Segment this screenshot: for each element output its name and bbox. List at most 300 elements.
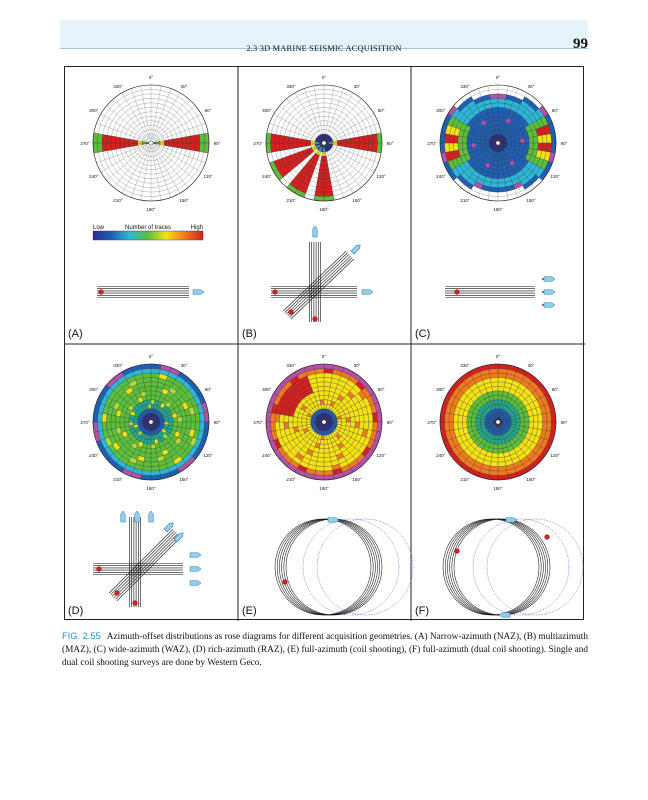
- rose-cell: [462, 416, 467, 422]
- rose-cell: [102, 143, 107, 152]
- rose-cell: [151, 440, 155, 445]
- rose-cell: [324, 382, 331, 387]
- rose-cell: [151, 470, 160, 475]
- azimuth-tick-label: 330°: [460, 362, 470, 368]
- rose-cell: [177, 138, 182, 143]
- source-marker: [283, 580, 288, 585]
- rose-cell: [270, 422, 275, 431]
- rose-cell: [498, 462, 506, 467]
- rose-cell: [342, 418, 347, 422]
- rose-cell: [297, 138, 302, 143]
- rose-cell: [324, 373, 333, 378]
- rose-cell: [284, 143, 289, 150]
- rose-cell: [142, 373, 151, 378]
- azimuth-tick-label: 330°: [286, 362, 296, 368]
- rose-cell: [498, 453, 504, 458]
- vessel-icon: [313, 226, 317, 237]
- rose-cell: [319, 448, 324, 453]
- rose-cell: [444, 413, 449, 422]
- azimuth-tick-label: 0°: [321, 75, 327, 80]
- geometry-naz: [97, 287, 204, 298]
- vessel-hull: [362, 290, 373, 294]
- streamer-line: [283, 251, 346, 311]
- rose-cell: [324, 165, 329, 170]
- azimuth-tick-label: 240°: [262, 453, 272, 458]
- azimuth-tick-label: 60°: [551, 387, 559, 392]
- vessel-icon: [544, 303, 555, 307]
- rose-cell: [324, 386, 330, 391]
- rose-cell: [195, 422, 200, 431]
- coil-path: [487, 519, 583, 615]
- rose-cell: [318, 386, 324, 391]
- rose-cell: [493, 448, 498, 453]
- rose-cell: [498, 391, 503, 396]
- azimuth-tick-label: 60°: [377, 387, 385, 392]
- rose-cell: [498, 440, 502, 445]
- rose-cell: [316, 183, 324, 188]
- rose-cell: [337, 140, 342, 143]
- rose-cell: [355, 416, 360, 422]
- rose-cell: [186, 143, 191, 150]
- rose-cell: [320, 400, 324, 405]
- rose-cell: [493, 169, 498, 174]
- streamer-line: [111, 531, 175, 595]
- rose-cell: [449, 134, 454, 143]
- source-marker: [455, 290, 460, 295]
- rose-cell: [169, 139, 174, 143]
- figure-graphics: [65, 67, 585, 621]
- rose-cell: [120, 143, 125, 148]
- azimuth-tick-label: 180°: [319, 486, 329, 491]
- source-marker: [273, 290, 278, 295]
- azimuth-tick-label: 240°: [436, 453, 446, 458]
- rose-cell: [538, 422, 543, 430]
- rose-cell: [319, 395, 324, 400]
- rose-cell: [106, 135, 111, 143]
- rose-cell: [151, 373, 160, 378]
- rose-cell: [279, 135, 284, 143]
- rose-cell: [151, 368, 160, 373]
- rose-cell: [458, 415, 463, 422]
- rose-cell: [115, 137, 120, 143]
- rose-cell: [111, 415, 116, 422]
- rose-cell: [316, 462, 324, 467]
- coil-streamer: [443, 519, 539, 615]
- rose-cell: [195, 143, 200, 152]
- colorbar-high-label: High: [190, 225, 203, 231]
- rose-cell: [498, 183, 506, 188]
- rose-cell: [493, 116, 498, 121]
- rose-cell: [182, 422, 187, 428]
- rose-cell: [476, 143, 481, 147]
- rose-cell: [106, 414, 111, 422]
- rose-cell: [516, 139, 521, 143]
- azimuth-tick-label: 60°: [204, 108, 212, 113]
- rose-cell: [324, 462, 332, 467]
- rose-cell: [489, 94, 498, 99]
- azimuth-tick-label: 150°: [526, 477, 536, 483]
- rose-cell: [293, 422, 298, 427]
- rose-cell: [143, 462, 151, 467]
- vessel-hull: [544, 290, 555, 294]
- rose-cell: [315, 470, 324, 475]
- rose-cell: [498, 103, 505, 108]
- rose-cell: [302, 139, 307, 143]
- azimuth-tick-label: 90°: [560, 420, 568, 425]
- rose-cell: [350, 138, 355, 143]
- rose-cell: [444, 422, 449, 431]
- coil-streamer: [445, 519, 541, 615]
- rose-cell: [120, 422, 125, 427]
- rose-cell: [191, 135, 196, 143]
- rose-cell: [306, 143, 311, 146]
- geometry-dual-coil: [443, 518, 583, 617]
- vessel-icon: [190, 567, 201, 571]
- vessel-icon: [121, 511, 125, 522]
- rose-cell: [115, 416, 120, 422]
- rose-cell: [471, 143, 476, 148]
- vessel-hull: [190, 581, 201, 585]
- azimuth-tick-label: 300°: [89, 108, 99, 113]
- rose-cell: [324, 377, 332, 382]
- vessel-icon: [193, 290, 204, 294]
- rose-cell: [319, 169, 324, 174]
- azimuth-tick-label: 30°: [180, 362, 188, 368]
- rose-cell: [302, 143, 307, 147]
- rose-cell: [462, 143, 467, 149]
- streamer-line: [288, 256, 351, 316]
- azimuth-tick-label: 30°: [180, 83, 188, 89]
- rose-cell: [144, 382, 151, 387]
- rose-cell: [138, 141, 143, 143]
- azimuth-tick-label: 300°: [89, 387, 99, 392]
- rose-cell: [444, 143, 449, 152]
- coil-path: [303, 519, 399, 615]
- rose-cell: [350, 417, 355, 422]
- rose-cell: [498, 98, 506, 103]
- azimuth-tick-label: 300°: [262, 108, 272, 113]
- azimuth-tick-label: 210°: [460, 477, 470, 483]
- rose-cell: [199, 143, 204, 152]
- vessel-hull: [190, 553, 201, 557]
- colorbar-bar: [93, 231, 203, 240]
- rose-cell: [106, 422, 111, 430]
- rose-cell: [467, 417, 472, 422]
- rose-cell: [279, 414, 284, 422]
- azimuth-tick-label: 0°: [321, 354, 327, 359]
- rose-cell: [111, 136, 116, 143]
- rose-cell: [458, 136, 463, 143]
- rose-cell: [270, 413, 275, 422]
- streamer-line: [112, 532, 176, 596]
- rose-cell: [324, 448, 329, 453]
- rose-cell: [142, 368, 151, 373]
- rose-cell: [364, 143, 369, 151]
- rose-cell: [490, 377, 498, 382]
- rose-cell: [529, 143, 534, 149]
- azimuth-tick-label: 60°: [377, 108, 385, 113]
- rose-cell: [520, 138, 525, 143]
- rose-center: [149, 141, 153, 145]
- rose-cell: [529, 137, 534, 143]
- azimuth-tick-label: 180°: [146, 207, 156, 212]
- figure: [64, 66, 584, 620]
- rose-cell: [467, 143, 472, 148]
- rose-cell: [516, 418, 521, 422]
- rose-cell: [199, 134, 204, 143]
- source-marker: [97, 567, 102, 572]
- rose-cell: [324, 191, 333, 196]
- rose-cell: [364, 135, 369, 143]
- rose-cell: [143, 377, 151, 382]
- azimuth-tick-label: 270°: [80, 141, 90, 146]
- rose-cell: [372, 413, 377, 422]
- rose-cell: [199, 422, 204, 431]
- rose-cell: [317, 382, 324, 387]
- azimuth-tick-label: 30°: [527, 362, 535, 368]
- azimuth-tick-label: 150°: [179, 198, 189, 204]
- rose-cell: [151, 462, 159, 467]
- source-marker: [99, 290, 104, 295]
- rose-cell: [498, 457, 505, 462]
- azimuth-tick-label: 120°: [203, 174, 213, 179]
- rose-cell: [498, 470, 507, 475]
- figure-caption: [62, 630, 588, 670]
- rose-cell: [151, 453, 157, 458]
- azimuth-tick-label: 150°: [352, 477, 362, 483]
- rose-cell: [494, 400, 498, 405]
- rose-cell: [129, 143, 134, 147]
- rose-diagram-4: [253, 354, 393, 491]
- rose-cell: [368, 413, 373, 422]
- azimuth-tick-label: 330°: [113, 362, 123, 368]
- rose-cell: [355, 143, 360, 149]
- rose-cell: [195, 134, 200, 143]
- colorbar: [93, 225, 203, 240]
- rose-cell: [320, 161, 324, 166]
- rose-cell: [270, 134, 275, 143]
- rose-cell: [151, 444, 156, 449]
- rose-cell: [97, 422, 102, 431]
- rose-cell: [359, 136, 364, 143]
- rose-cell: [524, 422, 529, 427]
- rose-cell: [173, 417, 178, 422]
- rose-cell: [195, 413, 200, 422]
- rose-cell: [321, 156, 324, 161]
- rose-cell: [350, 422, 355, 427]
- rose-cell: [270, 143, 275, 152]
- colorbar-low-label: Low: [93, 225, 105, 231]
- rose-cell: [191, 414, 196, 422]
- rose-cell: [288, 137, 293, 143]
- page-number: 99: [573, 36, 588, 52]
- rose-cell: [333, 141, 338, 143]
- rose-cell: [333, 143, 338, 145]
- rose-cell: [151, 466, 160, 471]
- vessel-hull: [149, 511, 153, 522]
- azimuth-tick-label: 330°: [113, 83, 123, 89]
- rose-cell: [177, 143, 182, 148]
- rose-cell: [124, 138, 129, 143]
- azimuth-tick-label: 210°: [286, 477, 296, 483]
- rose-cell: [151, 448, 156, 453]
- rose-cell: [498, 466, 507, 471]
- rose-cell: [524, 138, 529, 143]
- rose-cell: [115, 143, 120, 149]
- azimuth-tick-label: 300°: [262, 387, 272, 392]
- azimuth-tick-label: 30°: [527, 83, 535, 89]
- rose-cell: [364, 422, 369, 430]
- rose-cell: [498, 107, 504, 112]
- azimuth-tick-label: 90°: [386, 141, 394, 146]
- coil-path: [473, 519, 569, 615]
- rose-cell: [319, 391, 324, 396]
- source-marker: [313, 317, 318, 322]
- rose-cell: [324, 444, 329, 449]
- rose-cell: [489, 368, 498, 373]
- rose-cell: [293, 138, 298, 143]
- azimuth-tick-label: 300°: [436, 108, 446, 113]
- rose-cell: [364, 414, 369, 422]
- vessel-icon: [351, 243, 362, 254]
- rose-cell: [449, 143, 454, 152]
- rose-cell: [467, 138, 472, 143]
- rose-cell: [368, 422, 373, 431]
- streamer-line: [115, 535, 179, 599]
- rose-cell: [498, 377, 506, 382]
- rose-cell: [120, 417, 125, 422]
- rose-cell: [106, 143, 111, 151]
- rose-cell: [177, 417, 182, 422]
- vessel-icon: [149, 511, 153, 522]
- rose-cell: [324, 152, 326, 157]
- source-marker: [133, 601, 138, 606]
- rose-cell: [97, 134, 102, 143]
- geometry-maz: [271, 226, 373, 322]
- azimuth-tick-label: 0°: [148, 354, 154, 359]
- rose-cell: [490, 183, 498, 188]
- rose-cell: [476, 422, 481, 426]
- vessel-icon: [544, 277, 555, 281]
- streamer-line: [117, 537, 181, 601]
- rose-cell: [368, 143, 373, 152]
- rose-cell: [346, 417, 351, 422]
- rose-cell: [316, 377, 324, 382]
- vessel-icon: [135, 511, 139, 522]
- rose-cell: [489, 187, 498, 192]
- panel-f-label: (F): [415, 605, 430, 617]
- rose-cell: [492, 174, 498, 179]
- rose-cell: [102, 134, 107, 143]
- rose-cell: [546, 143, 551, 152]
- azimuth-tick-label: 30°: [353, 362, 361, 368]
- rose-cell: [164, 140, 169, 143]
- rose-cell: [492, 453, 498, 458]
- rose-cell: [359, 422, 364, 429]
- azimuth-tick-label: 180°: [493, 486, 503, 491]
- rose-cell: [288, 416, 293, 422]
- rose-cell: [315, 191, 324, 196]
- colorbar-title: Number of traces: [124, 225, 172, 231]
- rose-cell: [288, 143, 293, 149]
- rose-cell: [173, 143, 178, 148]
- azimuth-tick-label: 90°: [386, 420, 394, 425]
- rose-cell: [102, 422, 107, 431]
- geometry-coil: [275, 518, 413, 615]
- coil-path: [317, 519, 413, 615]
- rose-cell: [355, 137, 360, 143]
- panel-d-label: (D): [68, 605, 84, 617]
- rose-diagram-0: [80, 75, 220, 212]
- rose-cell: [359, 143, 364, 150]
- rose-cell: [319, 165, 324, 170]
- rose-cell: [342, 139, 347, 143]
- azimuth-tick-label: 270°: [253, 141, 263, 146]
- rose-cell: [498, 174, 504, 179]
- vessel-icon: [362, 290, 373, 294]
- source-marker: [289, 310, 294, 315]
- azimuth-tick-label: 120°: [376, 453, 386, 458]
- rose-cell: [453, 143, 458, 151]
- azimuth-tick-label: 90°: [213, 141, 221, 146]
- rose-cell: [293, 417, 298, 422]
- azimuth-tick-label: 270°: [253, 420, 263, 425]
- azimuth-tick-label: 0°: [495, 354, 501, 359]
- rose-cell: [498, 112, 503, 117]
- coil-streamer: [277, 519, 373, 615]
- rose-cell: [182, 137, 187, 143]
- rose-center: [496, 420, 500, 424]
- azimuth-tick-label: 240°: [262, 174, 272, 179]
- rose-cell: [337, 143, 342, 146]
- rose-cell: [498, 386, 504, 391]
- rose-cell: [102, 413, 107, 422]
- rose-cell: [444, 134, 449, 143]
- rose-cell: [275, 413, 280, 422]
- rose-cell: [317, 457, 324, 462]
- rose-cell: [342, 143, 347, 147]
- rose-cell: [284, 422, 289, 429]
- coil-streamer: [275, 519, 371, 615]
- rose-cell: [542, 422, 547, 431]
- rose-cell: [97, 413, 102, 422]
- rose-cell: [458, 422, 463, 429]
- azimuth-tick-label: 180°: [319, 207, 329, 212]
- rose-cell: [297, 143, 302, 148]
- rose-cell: [453, 422, 458, 430]
- rose-cell: [318, 453, 324, 458]
- rose-center: [496, 141, 500, 145]
- rose-cell: [498, 187, 507, 192]
- rose-cell: [372, 143, 377, 152]
- coil-streamer: [279, 519, 375, 615]
- rose-cell: [498, 165, 503, 170]
- rose-cell: [458, 143, 463, 150]
- rose-cell: [533, 136, 538, 143]
- azimuth-tick-label: 120°: [550, 174, 560, 179]
- rose-cell: [471, 422, 476, 427]
- rose-cell: [142, 470, 151, 475]
- rose-cell: [538, 143, 543, 151]
- rose-cell: [111, 143, 116, 150]
- rose-cell: [546, 422, 551, 431]
- rose-cell: [346, 143, 351, 148]
- rose-cell: [538, 135, 543, 143]
- geometry-raz: [93, 511, 201, 607]
- azimuth-tick-label: 120°: [203, 453, 213, 458]
- rose-cell: [124, 422, 129, 427]
- rose-cell: [151, 382, 158, 387]
